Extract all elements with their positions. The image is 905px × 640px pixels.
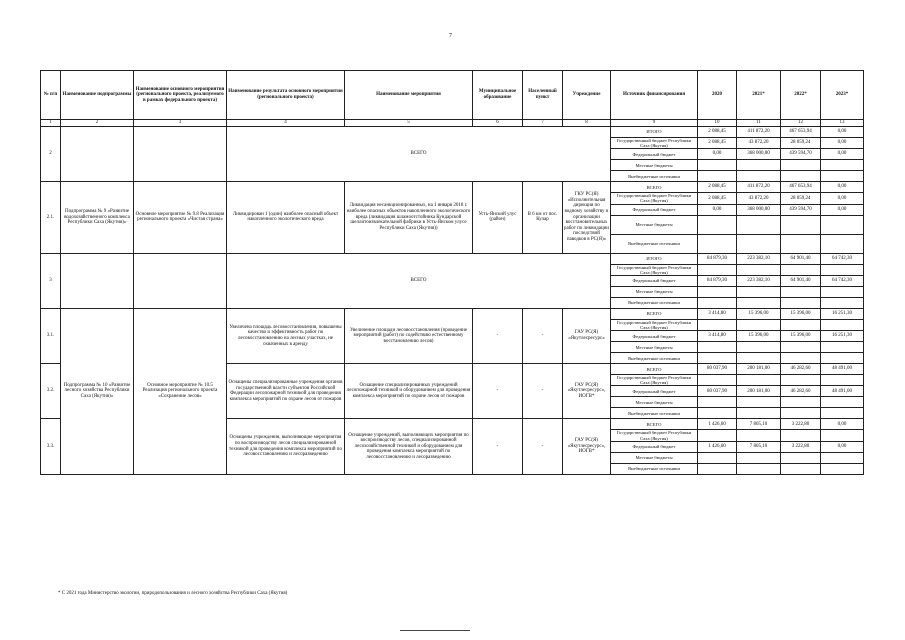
amount-cell: 411 872,20 [737, 127, 781, 138]
row-number: 3.1. [41, 308, 61, 363]
source-vsego: ВСЕГО [611, 364, 698, 375]
col-header-2020: 2020 [698, 71, 737, 120]
amount-cell: 43 872,20 [737, 193, 781, 204]
empty-cell [61, 127, 134, 182]
col-number: 8 [563, 120, 611, 127]
amount-cell: 439 594,70 [781, 149, 821, 160]
amount-cell: 48 491,00 [821, 364, 864, 375]
settlement: - [523, 419, 563, 474]
financing-table [40, 70, 864, 475]
event-name: Ликвидация несанкционированных, на 1 января 2018 г. наиболее опасных объектов накопленного экологического вреда (ликвидация шламоотстойника Кундарской шеллитоизвлекательной фабрики в Усть-Янском улусе Республики Саха (Якутия)) [345, 182, 473, 253]
source-extra: Внебюджетные источники [611, 408, 698, 419]
amount-cell: 84 879,30 [698, 253, 737, 264]
institution: ГАУ РС(Я) «Якутлесресурс», ИОГВ* [563, 364, 611, 419]
source-local: Местные бюджеты [611, 342, 698, 353]
col-header-main-event: Наименование основного мероприятия (регионального проекта, реализуемого в рамках федерального проекта) [134, 71, 227, 120]
amount-cell: 16 251,30 [821, 331, 864, 342]
amount-cell: 0,00 [698, 204, 737, 215]
table-header-row [41, 71, 864, 120]
col-number: 2 [61, 120, 134, 127]
source-federal: Федеральный бюджет [611, 386, 698, 397]
subprogram-name: Подпрограмма № 10 «Развитие лесного хозяйства Республики Саха (Якутия)» [61, 308, 134, 474]
col-header-result: Наименование результата основного мероприятия (регионального проекта) [227, 71, 345, 120]
amount-cell: 15 396,00 [781, 331, 821, 342]
page-number: 7 [449, 33, 452, 39]
settlement: - [523, 308, 563, 363]
block-total-label: ВСЕГО [227, 253, 611, 308]
col-number: 1 [41, 120, 61, 127]
amount-cell: 46 282,60 [781, 364, 821, 375]
row-number: 3 [41, 253, 61, 308]
empty-cell [134, 253, 227, 308]
col-number: 4 [227, 120, 345, 127]
col-header-event: Наименование мероприятия [345, 71, 473, 120]
col-number: 7 [523, 120, 563, 127]
source-extra: Внебюджетные источники [611, 297, 698, 308]
amount-cell: 223 382,10 [737, 275, 781, 286]
source-federal: Федеральный бюджет [611, 204, 698, 215]
col-number: 9 [611, 120, 698, 127]
amount-cell: 2 088,45 [698, 127, 737, 138]
col-header-2021: 2021* [737, 71, 781, 120]
result-name: Оснащены учреждения, выполняющие мероприятия по воспроизводству лесов специализированной техникой для проведения комплекса мероприятий по лесовосстановлению и лесоразведению [227, 419, 345, 474]
result-name: Оснащены специализированные учреждения органов государственной власти субъектов Российской Федерации лесопожарной техникой для проведения комплекса мероприятий по охране лесов от пожаров [227, 364, 345, 419]
source-vsego: ВСЕГО [611, 308, 698, 319]
amount-cell: 46 282,60 [781, 386, 821, 397]
amount-cell: 368 000,00 [737, 149, 781, 160]
col-number: 12 [781, 120, 821, 127]
amount-cell: 2 088,45 [698, 193, 737, 204]
table-row [41, 127, 864, 138]
amount-cell: 0,00 [821, 193, 864, 204]
amount-cell: 80 037,90 [698, 364, 737, 375]
amount-cell: 200 181,00 [737, 386, 781, 397]
amount-cell: 3 222,80 [781, 419, 821, 430]
municipality: - [473, 308, 523, 363]
col-header-subprogram: Наименование подпрограммы [61, 71, 134, 120]
municipality: - [473, 419, 523, 474]
amount-cell: 28 059,24 [781, 138, 821, 149]
amount-cell: 1 426,60 [698, 441, 737, 452]
empty-cell [134, 127, 227, 182]
source-federal: Федеральный бюджет [611, 331, 698, 342]
col-number: 11 [737, 120, 781, 127]
amount-cell: 1 426,60 [698, 419, 737, 430]
col-header-2022: 2022* [781, 71, 821, 120]
source-regional: Государственный бюджет Республики Саха (Якутия) [611, 430, 698, 441]
amount-cell: 7 805,10 [737, 441, 781, 452]
event-name: Оснащение специализированных учреждений лесопожарной техникой и оборудованием для проведения комплекса мероприятий по охране лесов от пожаров [345, 364, 473, 419]
amount-cell: 223 382,10 [737, 253, 781, 264]
source-regional: Государственный бюджет Республики Саха (Якутия) [611, 138, 698, 149]
amount-cell: 43 872,20 [737, 138, 781, 149]
col-header-settlement: Населенный пункт [523, 71, 563, 120]
amount-cell: 16 251,30 [821, 308, 864, 319]
amount-cell: 64 901,40 [781, 275, 821, 286]
source-federal: Федеральный бюджет [611, 275, 698, 286]
amount-cell: 0,00 [821, 419, 864, 430]
col-number: 13 [821, 120, 864, 127]
amount-cell: 0,00 [821, 204, 864, 215]
table-row [41, 182, 864, 193]
source-local: Местные бюджеты [611, 397, 698, 408]
col-header-institution: Учреждение [563, 71, 611, 120]
amount-cell: 0,00 [821, 127, 864, 138]
row-number: 3.2. [41, 364, 61, 419]
source-extra: Внебюджетные источники [611, 234, 698, 253]
event-name: Увеличение площади лесовосстановления (проведение мероприятий (работ) по содействию естественному восстановлению лесов) [345, 308, 473, 363]
source-local: Местные бюджеты [611, 160, 698, 171]
amount-cell: 368 000,00 [737, 204, 781, 215]
amount-cell: 15 396,00 [737, 308, 781, 319]
col-header-source: Источник финансирования [611, 71, 698, 120]
amount-cell: 0,00 [821, 138, 864, 149]
source-itogo: ИТОГО [611, 253, 698, 264]
amount-cell: 2 088,45 [698, 138, 737, 149]
main-event-name: Основное мероприятие № 9.8 Реализация регионального проекта «Чистая страна» [134, 182, 227, 253]
row-number: 2 [41, 127, 61, 182]
bottom-divider [400, 630, 470, 631]
source-local: Местные бюджеты [611, 452, 698, 463]
col-header-municipality: Муниципальное образование [473, 71, 523, 120]
amount-cell: 48 491,00 [821, 386, 864, 397]
amount-cell: 0,00 [821, 441, 864, 452]
source-vsego: ВСЕГО [611, 182, 698, 193]
amount-cell: 80 037,90 [698, 386, 737, 397]
settlement: - [523, 364, 563, 419]
amount-cell: 28 059,24 [781, 193, 821, 204]
amount-cell: 0,00 [821, 149, 864, 160]
amount-cell: 84 879,30 [698, 275, 737, 286]
amount-cell: 2 088,45 [698, 182, 737, 193]
row-number: 2.1. [41, 182, 61, 253]
source-regional: Государственный бюджет Республики Саха (Якутия) [611, 375, 698, 386]
empty-cell [61, 253, 134, 308]
block-total-label: ВСЕГО [227, 127, 611, 182]
column-number-row [41, 120, 864, 127]
amount-cell: 439 594,70 [781, 204, 821, 215]
amount-cell: 3 414,80 [698, 308, 737, 319]
amount-cell: 3 222,80 [781, 441, 821, 452]
source-extra: Внебюджетные источники [611, 353, 698, 364]
institution: ГАУ РС(Я) «Якутлесресурс», ИОГВ* [563, 419, 611, 474]
source-vsego: ВСЕГО [611, 419, 698, 430]
source-itogo: ИТОГО [611, 127, 698, 138]
amount-cell: 200 181,00 [737, 364, 781, 375]
source-regional: Государственный бюджет Республики Саха (Якутия) [611, 319, 698, 330]
main-event-name: Основное мероприятие № 10.5 Реализация регионального проекта «Сохранение лесов» [134, 308, 227, 474]
col-number: 3 [134, 120, 227, 127]
amount-cell: 64 742,30 [821, 253, 864, 264]
amount-cell: 64 901,40 [781, 253, 821, 264]
result-name: Ликвидирован 1 (один) наиболее опасный объект накопленного экологического вреда [227, 182, 345, 253]
settlement: В 6 км от пос. Кулар [523, 182, 563, 253]
amount-cell: 0,00 [821, 182, 864, 193]
col-header-2023: 2023* [821, 71, 864, 120]
table-row [41, 253, 864, 264]
institution: ГАУ РС(Я) «Якутлесресурс» [563, 308, 611, 363]
amount-cell: 7 805,10 [737, 419, 781, 430]
source-regional: Государственный бюджет Республики Саха (Якутия) [611, 193, 698, 204]
source-extra: Внебюджетные источники [611, 463, 698, 474]
source-federal: Федеральный бюджет [611, 149, 698, 160]
table-row [41, 308, 864, 319]
amount-cell: 15 396,00 [781, 308, 821, 319]
amount-cell: 467 653,94 [781, 182, 821, 193]
subprogram-name: Подпрограмма № 9 «Развитие водохозяйственного комплекса Республики Саха (Якутия)» [61, 182, 134, 253]
result-name: Увеличена площадь лесовосстановления, повышены качество и эффективность работ по лесовосстановлению на лесных участках, не охваченных в аренду [227, 308, 345, 363]
footnote: * С 2021 года Министерство экологии, природопользования и лесного хозяйства Республики Саха (Якутия) [58, 591, 288, 596]
source-regional: Государственный бюджет Республики Саха (Якутия) [611, 264, 698, 275]
row-number: 3.3. [41, 419, 61, 474]
col-number: 10 [698, 120, 737, 127]
source-local: Местные бюджеты [611, 215, 698, 234]
municipality: Усть-Янский улус (район) [473, 182, 523, 253]
col-number: 5 [345, 120, 473, 127]
col-number: 6 [473, 120, 523, 127]
amount-cell: 3 414,80 [698, 331, 737, 342]
source-local: Местные бюджеты [611, 286, 698, 297]
amount-cell: 15 396,00 [737, 331, 781, 342]
source-extra: Внебюджетные источники [611, 171, 698, 182]
amount-cell: 0,00 [698, 149, 737, 160]
amount-cell: 64 742,30 [821, 275, 864, 286]
amount-cell: 411 872,20 [737, 182, 781, 193]
institution: ГКУ РС(Я) «Исполнительная дирекция по водному хозяйству и организации восстановительных работ по ликвидации последствий паводков в РС(Я)» [563, 182, 611, 253]
amount-cell: 467 653,94 [781, 127, 821, 138]
event-name: Оснащение учреждений, выполняющих мероприятия по воспроизводству лесов, специализированной лесохозяйственной техникой и оборудованием для проведения комплекса мероприятий по лесовосстановлению и лесоразведению [345, 419, 473, 474]
col-header-n: № п/п [41, 71, 61, 120]
municipality: - [473, 364, 523, 419]
source-federal: Федеральный бюджет [611, 441, 698, 452]
